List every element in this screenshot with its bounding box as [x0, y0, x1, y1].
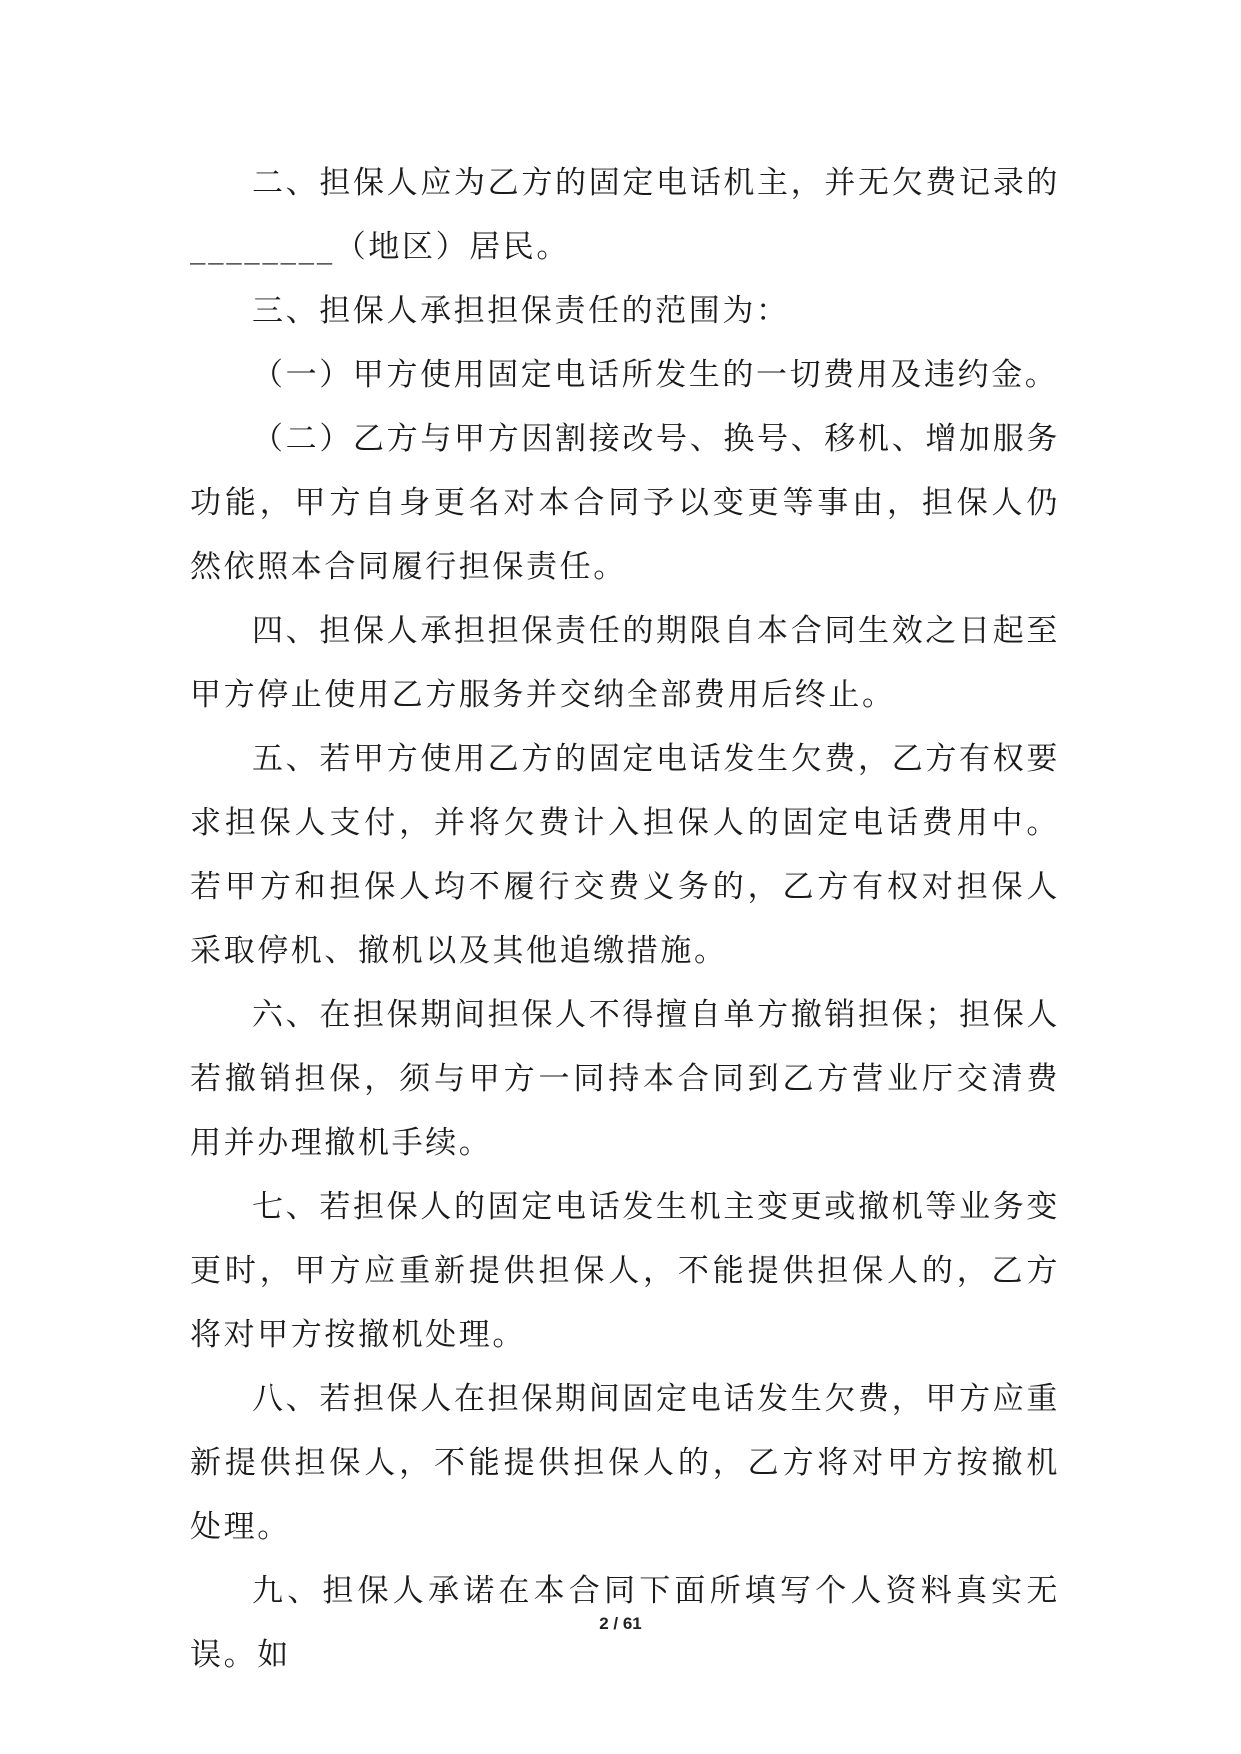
page-number: 2 / 61: [599, 1614, 642, 1633]
clause-8: 八、若担保人在担保期间固定电话发生欠费，甲方应重新提供担保人，不能提供担保人的，乙方将对甲方按撤机处理。: [190, 1381, 1060, 1545]
clause-6: 六、在担保期间担保人不得擅自单方撤销担保；担保人若撤销担保，须与甲方一同持本合同到乙方营业厅交清费用并办理撤机手续。: [190, 997, 1060, 1161]
clause-4: 四、担保人承担担保责任的期限自本合同生效之日起至甲方停止使用乙方服务并交纳全部费用后终止。: [190, 613, 1060, 713]
clause-9: 九、担保人承诺在本合同下面所填写个人资料真实无误。如: [190, 1573, 1060, 1673]
clause-3-item-2: （二）乙方与甲方因割接改号、换号、移机、增加服务功能，甲方自身更名对本合同予以变更等事由，担保人仍然依照本合同履行担保责任。: [190, 421, 1060, 585]
clause-3-item-1: （一）甲方使用固定电话所发生的一切费用及违约金。: [252, 357, 1059, 393]
clause-7: 七、若担保人的固定电话发生机主变更或撤机等业务变更时，甲方应重新提供担保人，不能提供担保人的，乙方将对甲方按撤机处理。: [190, 1189, 1060, 1353]
clause-2: 二、担保人应为乙方的固定电话机主，并无欠费记录的________（地区）居民。: [190, 165, 1060, 265]
clause-3: 三、担保人承担担保责任的范围为：: [252, 293, 790, 329]
clause-5: 五、若甲方使用乙方的固定电话发生欠费，乙方有权要求担保人支付，并将欠费计入担保人的固定电话费用中。若甲方和担保人均不履行交费义务的，乙方有权对担保人采取停机、撤机以及其他追缴措施。: [190, 741, 1060, 969]
contract-body: [190, 151, 1060, 1687]
